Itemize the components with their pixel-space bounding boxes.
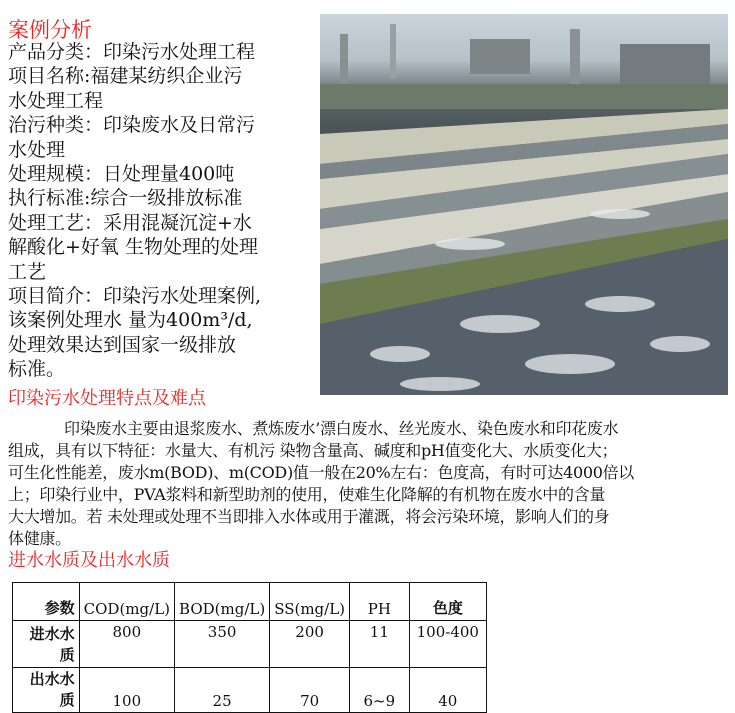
- info-line: 处理工艺：采用混凝沉淀+水: [8, 211, 252, 234]
- header-cell: SS(mg/L): [270, 583, 350, 621]
- info-line: 该案例处理水 量为400m³/d,: [8, 309, 253, 332]
- table-cell: 6~9: [350, 668, 410, 713]
- info-line: 项目简介：印染污水处理案例,: [8, 285, 262, 308]
- table-cell: 70: [270, 668, 350, 713]
- quality-title: 进水水质及出水水质: [8, 550, 170, 571]
- row-label: 进水水质: [13, 621, 80, 668]
- paragraph-line: 印染废水主要由退浆废水、煮炼废水’漂白废水、丝光废水、染色废水和印花废水: [64, 419, 619, 438]
- treatment-plant-photo: [320, 14, 728, 395]
- table-row: [13, 668, 487, 713]
- table-cell: 100-400: [409, 621, 486, 668]
- info-line: 处理效果达到国家一级排放: [8, 333, 237, 356]
- header-cell: PH: [350, 583, 410, 621]
- header-cell: 色度: [409, 583, 486, 621]
- features-paragraph: [8, 418, 733, 550]
- table-cell: 350: [175, 621, 270, 668]
- table-cell: 200: [270, 621, 350, 668]
- case-title: 案例分析: [8, 18, 92, 42]
- table-row: [13, 621, 487, 668]
- info-line: 水处理: [8, 138, 66, 161]
- paragraph-line: 组成，具有以下特征：水量大、有机污 染物含量高、碱度和pH值变化大、水质变化大；: [8, 441, 618, 460]
- table-cell: 100: [79, 668, 174, 713]
- paragraph-line: 大大增加。若 未处理或处理不当即排入水体或用于灌溉，将会污染环境，影响人们的身: [8, 507, 610, 526]
- info-line: 项目名称:福建某纺织企业污: [8, 65, 243, 88]
- table-cell: 11: [350, 621, 410, 668]
- case-info: [8, 40, 308, 382]
- paragraph-line: 体健康。: [8, 529, 71, 548]
- water-quality-table: [12, 582, 487, 713]
- table-header-row: [13, 583, 487, 621]
- info-line: 执行标准:综合一级排放标准: [8, 187, 243, 210]
- table-cell: 800: [79, 621, 174, 668]
- info-line: 标准。: [8, 358, 66, 381]
- paragraph-line: 上；印染行业中，PVA浆料和新型助剂的使用，使难生化降解的有机物在废水中的含量: [8, 485, 606, 504]
- info-line: 处理规模：日处理量400吨: [8, 163, 235, 186]
- header-cell: 参数: [13, 583, 80, 621]
- info-line: 水处理工程: [8, 89, 104, 112]
- info-line: 治污种类：印染废水及日常污: [8, 114, 256, 137]
- table-cell: 40: [409, 668, 486, 713]
- row-label: 出水水质: [13, 668, 80, 713]
- table-cell: 25: [175, 668, 270, 713]
- features-title: 印染污水处理特点及难点: [8, 388, 206, 409]
- info-line: 工艺: [8, 260, 47, 283]
- info-line: 产品分类：印染污水处理工程: [8, 41, 256, 63]
- header-cell: COD(mg/L): [79, 583, 174, 621]
- paragraph-line: 可生化性能差，废水m(BOD)、m(COD)值一般在20%左右：色度高，有时可达4000倍以: [8, 463, 634, 482]
- info-line: 解酸化+好氧 生物处理的处理: [8, 236, 258, 259]
- header-cell: BOD(mg/L): [175, 583, 270, 621]
